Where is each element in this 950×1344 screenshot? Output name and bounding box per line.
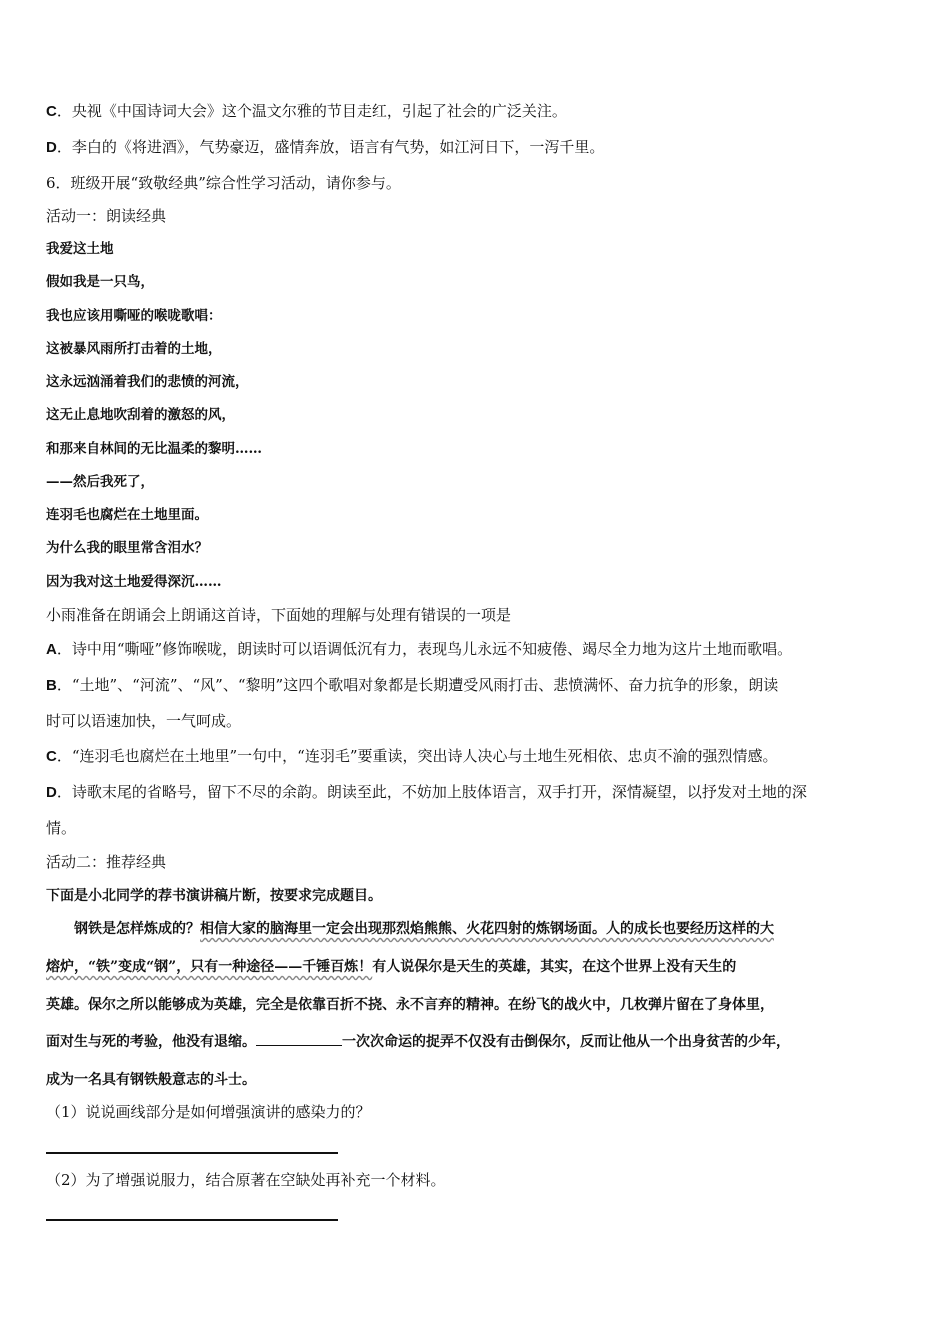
poem-title: 我爱这土地 [46, 241, 114, 257]
fill-in-blank[interactable] [256, 1031, 342, 1046]
option-text: ．李白的《将进酒》，气势豪迈，盛情奔放，语言有气势，如江河日下，一泻千里。 [56, 138, 605, 156]
q6-option-b-cont: 时可以语速加快，一气呵成。 [46, 712, 242, 730]
passage-text: 面对生与死的考验，他没有退缩。 [46, 1034, 256, 1050]
poem-line: 假如我是一只鸟， [46, 274, 154, 290]
passage-line [46, 1031, 790, 1053]
q6-option-c [46, 745, 778, 768]
q6-option-d-cont: 情。 [46, 819, 77, 837]
activity1-title: 活动一：朗读经典 [46, 207, 167, 225]
q6-option-a [46, 638, 792, 661]
underlined-text: 相信大家的脑海里一定会出现那烈焰熊熊、火花四射的炼钢场面。人的成长也要经历这样的大 [200, 921, 774, 937]
option-letter: C [46, 748, 57, 765]
option-text: ．“连羽毛也腐烂在土地里”一句中，“连羽毛”要重读，突出诗人决心与土地生死相依、忠贞不渝的强烈情感。 [56, 747, 778, 765]
passage-text: 钢铁是怎样炼成的？ [74, 921, 200, 937]
poem-line: 连羽毛也腐烂在土地里面。 [46, 507, 208, 523]
activity2-title: 活动二：推荐经典 [46, 853, 167, 871]
q5-option-c [46, 100, 567, 123]
sub-question-1: （1）说说画线部分是如何增强演讲的感染力的？ [46, 1103, 371, 1121]
option-text: ．诗中用“嘶哑”修饰喉咙，朗读时可以语调低沉有力，表现鸟儿永远不知疲倦、竭尽全力地为这片土地而歌唱。 [56, 640, 793, 658]
q6-option-d [46, 781, 807, 804]
poem-line: 这永远汹涌着我们的悲愤的河流， [46, 374, 249, 390]
passage-line [46, 956, 736, 978]
passage-text: 有人说保尔是天生的英雄，其实，在这个世界上没有天生的 [372, 959, 737, 975]
q6-question: 小雨准备在朗诵会上朗诵这首诗，下面她的理解与处理有错误的一项是 [46, 606, 512, 624]
option-text: ．央视《中国诗词大会》这个温文尔雅的节目走红，引起了社会的广泛关注。 [56, 102, 567, 120]
passage-text: 一次次命运的捉弄不仅没有击倒保尔，反而让他从一个出身贫苦的少年， [342, 1034, 790, 1050]
poem-line: 因为我对这土地爱得深沉…… [46, 574, 222, 590]
poem-line: 我也应该用嘶哑的喉咙歌唱： [46, 308, 222, 324]
poem-line: 为什么我的眼里常含泪水？ [46, 540, 208, 556]
activity2-intro: 下面是小北同学的荐书演讲稿片断，按要求完成题目。 [46, 888, 382, 904]
option-text: ．“土地”、“河流”、“风”、“黎明”这四个歌唱对象都是长期遭受风雨打击、悲愤满怀、奋力抗争的形象，朗读 [56, 676, 779, 694]
answer-line-1[interactable] [46, 1152, 338, 1154]
q6-option-b [46, 674, 778, 697]
q6-stem: 6．班级开展“致敬经典”综合性学习活动，请你参与。 [46, 174, 401, 192]
option-text: ．诗歌末尾的省略号，留下不尽的余韵。朗读至此，不妨加上肢体语言，双手打开，深情凝望，以抒发对土地的深 [56, 783, 807, 801]
option-letter: C [46, 103, 57, 120]
option-letter: A [46, 641, 57, 658]
poem-line: ——然后我死了， [46, 474, 154, 490]
poem-line: 这无止息地吹刮着的激怒的风， [46, 407, 235, 423]
poem-line: 这被暴风雨所打击着的土地， [46, 341, 222, 357]
passage-line [74, 918, 774, 940]
sub-question-2: （2）为了增强说服力，结合原著在空缺处再补充一个材料。 [46, 1171, 446, 1189]
underlined-text: “铁”变成“钢”，只有一种途径——千锤百炼！ [88, 959, 373, 975]
passage-line: 成为一名具有钢铁般意志的斗士。 [46, 1072, 256, 1088]
poem-line: 和那来自林间的无比温柔的黎明…… [46, 441, 262, 457]
option-letter: D [46, 139, 57, 156]
option-letter: B [46, 677, 57, 694]
option-letter: D [46, 784, 57, 801]
answer-line-2[interactable] [46, 1219, 338, 1221]
passage-line: 英雄。保尔之所以能够成为英雄，完全是依靠百折不挠、永不言弃的精神。在纷飞的战火中，几枚弹片留在了身体里， [46, 997, 774, 1013]
q5-option-d [46, 136, 604, 159]
underlined-text: 熔炉， [46, 959, 88, 975]
